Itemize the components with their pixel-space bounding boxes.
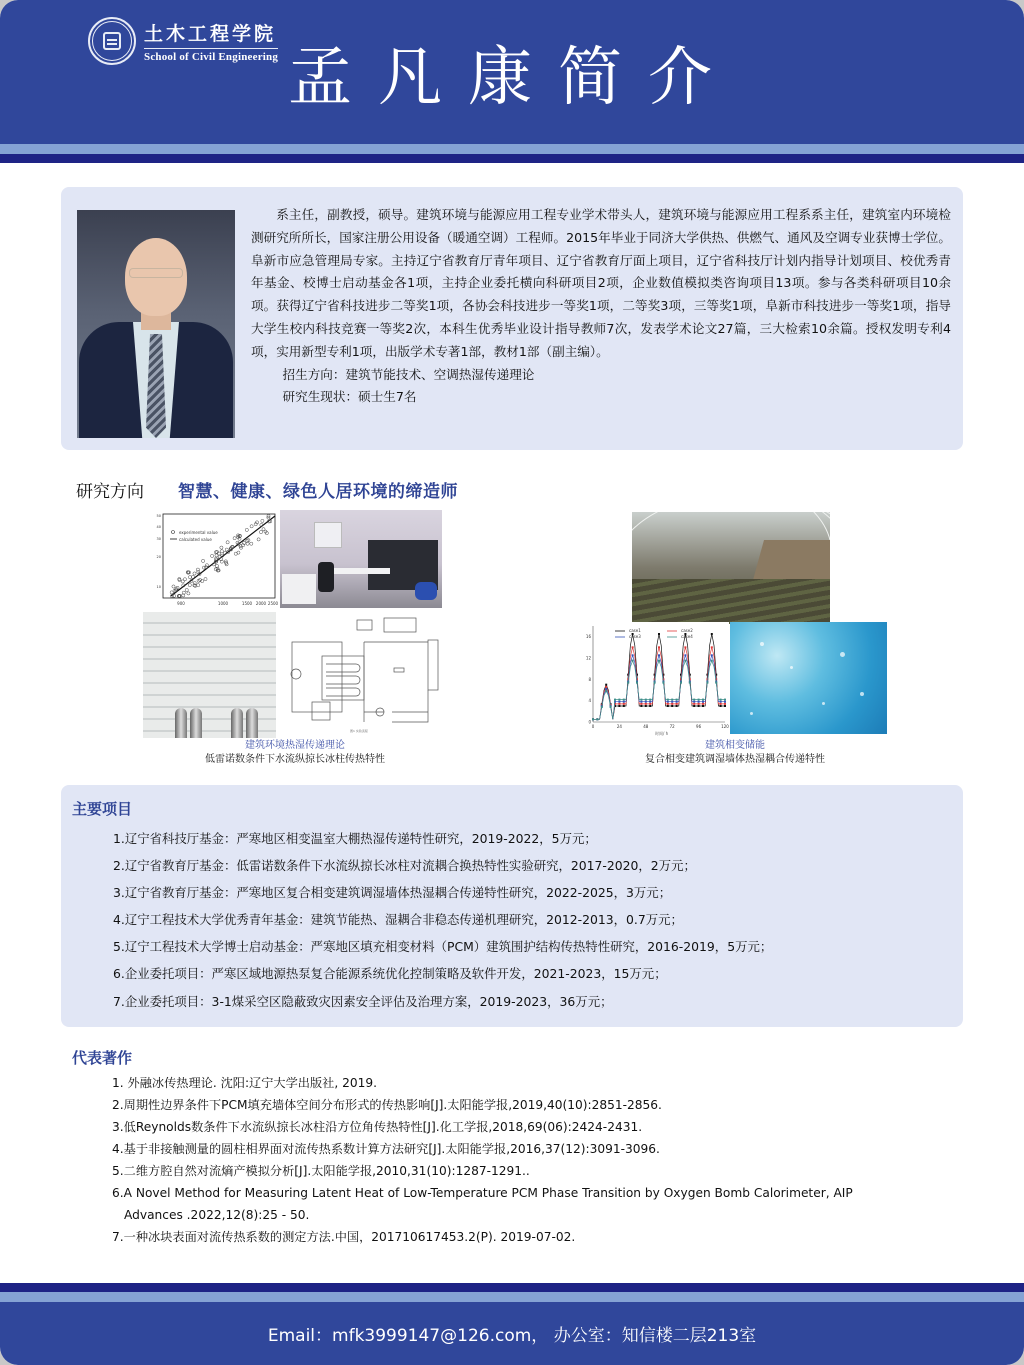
publications-list [112, 1072, 942, 1248]
legend-experimental: experimental value [179, 530, 218, 535]
temperature-line-chart [583, 622, 729, 738]
scatter-point [250, 525, 253, 528]
line-xtick: 24 [616, 724, 622, 729]
scatter-point [259, 531, 262, 534]
line-xtick: 0 [591, 724, 595, 729]
line-point [645, 705, 647, 707]
graduate-students: 研究生现状：硕士生7名 [282, 389, 417, 405]
line-point [698, 705, 700, 707]
line-point [711, 660, 713, 662]
line-ytick: 8 [588, 676, 591, 682]
line-legend-label: case2 [681, 628, 693, 633]
enrollment-direction: 招生方向：建筑节能技术、空调热湿传递理论 [282, 366, 535, 382]
line-point [693, 699, 695, 701]
line-point [640, 701, 642, 703]
project-item: 7.企业委托项目：3-1煤采空区隐蔽致灾因素安全评估及治理方案，2019-2023，36万元； [113, 993, 613, 1009]
projects-list [113, 825, 772, 1015]
line-point [640, 703, 642, 705]
logo-chinese-name: 土木工程学院 [144, 19, 278, 49]
publication-item: 2.周期性边界条件下PCM填充墙体空间分布形式的传热影响[J].太阳能学报,2019,40(10):2851-2856. [112, 1098, 662, 1112]
line-ytick: 12 [585, 655, 591, 661]
greenhouse-photo [632, 512, 830, 624]
line-ytick: 4 [588, 698, 591, 704]
header-band-light [0, 144, 1024, 154]
scatter-xtick: 2500 [267, 601, 279, 606]
line-point [724, 701, 726, 703]
line-point [676, 699, 678, 701]
line-point [618, 705, 620, 707]
publications-title: 代表著作 [72, 1049, 133, 1067]
line-series-3 [593, 655, 725, 719]
bio-text [251, 204, 951, 409]
line-point [684, 660, 686, 662]
line-point [711, 633, 713, 635]
scatter-point [233, 537, 236, 540]
line-point [724, 699, 726, 701]
line-point [667, 703, 669, 705]
bio-paragraph: 系主任，副教授，硕导。建筑环境与能源应用工程专业学术带头人，建筑环境与能源应用工程系系主任，建筑室内环境检测研究所所长，国家注册公用设备（暖通空调）工程师。2015年毕业于同济大学供热、供燃气、通风及空调专业获博士学位。阜新市应急管理局专家。主持辽宁省教育厅青年项目、辽宁省教育厅面上项目，辽宁省科技厅计划内指导计划项目、校优秀青年基金、校博士启动基金各1项，主持企业委托横向科研项目2项，企业数值模拟类咨询项目13项。参与各类科研项目10余项。获得辽宁省科技进步二等奖1项，各协会科技进步一等奖1项，二等奖3项，三等奖1项，阜新市科技进步一等奖1项，指导大学生校内科技竞赛一等奖2次，本科生优秀毕业设计指导教师7次，发表学术论文27篇，三大检索10余篇。授权发明专利4项，实用新型专利1项，出版学术专著1部，教材1部（副主编）。 [251, 207, 951, 359]
publication-item: 3.低Reynolds数条件下水流纵掠长冰柱沿方位角传热特性[J].化工学报,2018,69(06):2424-2431. [112, 1120, 643, 1134]
left-caption-subtitle: 低雷诺数条件下水流纵掠长冰柱传热特性 [205, 754, 385, 765]
line-xtick: 72 [669, 724, 675, 729]
project-item: 3.辽宁省教育厅基金：严寒地区复合相变建筑调湿墙体热湿耦合传递特性研究，2022-2025，3万元； [113, 885, 672, 901]
line-point [702, 699, 704, 701]
line-point [693, 703, 695, 705]
line-point [662, 682, 664, 684]
bio-card [61, 187, 963, 450]
school-seal-icon [88, 17, 136, 65]
line-point [632, 654, 634, 656]
line-point [632, 646, 634, 648]
line-point [706, 682, 708, 684]
scatter-point [211, 554, 214, 557]
line-point [676, 701, 678, 703]
line-point [671, 703, 673, 705]
line-point [658, 646, 660, 648]
left-figure-caption [143, 739, 447, 767]
research-label: 研究方向 [76, 482, 144, 502]
line-point [667, 705, 669, 707]
right-caption-title: 建筑相变储能 [705, 740, 765, 751]
line-point [702, 705, 704, 707]
line-point [632, 660, 634, 662]
line-point [592, 718, 594, 720]
line-xtick: 96 [696, 724, 702, 729]
line-point [649, 703, 651, 705]
line-point [658, 654, 660, 656]
scatter-point [245, 528, 248, 531]
line-point [627, 682, 629, 684]
scatter-point [202, 559, 205, 562]
line-point [623, 705, 625, 707]
projects-card [61, 785, 963, 1027]
pcm-water-photo [730, 622, 887, 734]
line-point [671, 701, 673, 703]
line-point [649, 701, 651, 703]
publication-item: 1. 外融冰传热理论. 沈阳:辽宁大学出版社, 2019. [112, 1076, 377, 1090]
line-point [605, 686, 607, 688]
projects-title: 主要项目 [72, 800, 133, 818]
publication-item: 6.A Novel Method for Measuring Latent Heat of Low-Temperature PCM Phase Transition by Oxygen Bomb Calorimeter, AIP Advances .2022,12(8):25 - 50. [112, 1186, 853, 1222]
project-item: 2.辽宁省教育厅基金：低雷诺数条件下水流纵掠长冰柱对流耦合换热特性实验研究，2017-2020，2万元； [113, 858, 696, 874]
scatter-point [262, 528, 265, 531]
scatter-point [220, 550, 223, 553]
line-point [623, 699, 625, 701]
line-series-2 [593, 647, 725, 719]
experiment-schematic [282, 612, 447, 736]
scatter-xtick: 900 [177, 601, 185, 606]
line-point [645, 701, 647, 703]
scatter-plot [143, 510, 279, 610]
line-point [623, 703, 625, 705]
line-chart [583, 622, 729, 738]
line-point [645, 703, 647, 705]
scatter-plot-figure [143, 510, 279, 610]
scatter-point [172, 594, 175, 597]
line-point [671, 699, 673, 701]
scatter-point [217, 552, 220, 555]
scatter-point [188, 584, 191, 587]
publication-item: 5.二维方腔自然对流熵产模拟分析[J].太阳能学报,2010,31(10):1287-1291.. [112, 1164, 530, 1178]
right-caption-subtitle: 复合相变建筑调湿墙体热湿耦合传递特性 [645, 754, 825, 765]
line-point [702, 703, 704, 705]
page-title: 孟凡康简介 [288, 41, 738, 115]
scatter-ytick: 40 [156, 525, 161, 529]
line-point [720, 701, 722, 703]
scatter-point [205, 564, 208, 567]
publication-item: 7.一种冰块表面对流传热系数的测定方法.中国，201710617453.2(P). 2019-07-02. [112, 1230, 576, 1244]
scatter-point [225, 548, 228, 551]
line-point [645, 699, 647, 701]
line-point [680, 682, 682, 684]
line-point [676, 703, 678, 705]
line-point [618, 701, 620, 703]
scatter-point [185, 588, 188, 591]
line-point [720, 703, 722, 705]
scatter-point [183, 578, 186, 581]
header-banner [0, 0, 1024, 162]
line-legend-label: case3 [629, 634, 641, 639]
line-point [720, 699, 722, 701]
line-point [698, 699, 700, 701]
line-point [640, 699, 642, 701]
line-point [610, 706, 612, 708]
scatter-point [172, 585, 175, 588]
project-item: 1.辽宁省科技厅基金：严寒地区相变温室大棚热湿传递特性研究，2019-2022，5万元； [113, 831, 597, 846]
school-logo [88, 17, 278, 65]
line-xtick: 48 [643, 724, 649, 729]
logo-english-name: School of Civil Engineering [144, 51, 279, 63]
contact-info: Email：mfk3999147@126.com， 办公室：知信楼二层213室 [267, 1326, 757, 1346]
scatter-point [220, 546, 223, 549]
line-point [614, 699, 616, 701]
scatter-xtick: 1000 [217, 601, 229, 606]
header-band-dark [0, 154, 1024, 163]
scatter-point [187, 592, 190, 595]
scatter-point [197, 584, 200, 587]
line-point [711, 654, 713, 656]
line-legend-label: case4 [681, 634, 693, 639]
line-point [605, 684, 607, 686]
line-point [676, 705, 678, 707]
scatter-xtick: 2000 [255, 601, 267, 606]
research-slogan: 智慧、健康、绿色人居环境的缔造师 [178, 482, 458, 502]
line-point [724, 703, 726, 705]
scatter-ytick: 50 [156, 514, 161, 518]
line-xlabel: 时间/ h [655, 731, 669, 736]
ice-column-photo [143, 612, 276, 738]
footer-band-dark [0, 1283, 1024, 1292]
scatter-point [250, 542, 253, 545]
line-point [693, 701, 695, 703]
line-point [601, 706, 603, 708]
line-xtick: 120 [721, 724, 729, 729]
portrait-photo [77, 210, 235, 438]
scatter-ytick: 20 [156, 555, 161, 559]
scatter-point [226, 541, 229, 544]
line-point [649, 705, 651, 707]
line-point [658, 633, 660, 635]
line-point [623, 701, 625, 703]
publication-item: 4.基于非接触测量的圆柱相界面对流传热系数计算方法研究[J].太阳能学报,2016,37(12):3091-3096. [112, 1142, 660, 1156]
line-ytick: 16 [585, 634, 591, 640]
line-point [658, 660, 660, 662]
scatter-ytick: 30 [156, 537, 161, 541]
svg-text:图1 实验流程: 图1 实验流程 [350, 729, 368, 733]
calculated-value-line [171, 516, 275, 596]
line-point [654, 682, 656, 684]
scatter-xtick: 1500 [241, 601, 253, 606]
right-figure-caption [583, 739, 887, 767]
line-point [684, 646, 686, 648]
scatter-ytick: 10 [156, 585, 161, 589]
footer-banner [0, 1283, 1024, 1365]
line-point [640, 705, 642, 707]
line-point [649, 699, 651, 701]
line-point [720, 705, 722, 707]
scatter-point [204, 578, 207, 581]
line-legend-label: case1 [629, 628, 641, 633]
left-caption-title: 建筑环境热湿传递理论 [245, 740, 345, 751]
line-point [605, 688, 607, 690]
line-point [715, 682, 717, 684]
line-point [618, 699, 620, 701]
research-heading [76, 477, 458, 502]
line-point [605, 690, 607, 692]
line-point [667, 701, 669, 703]
footer-band-light [0, 1292, 1024, 1302]
line-point [689, 682, 691, 684]
line-point [667, 699, 669, 701]
line-point [596, 718, 598, 720]
line-point [698, 701, 700, 703]
line-point [724, 705, 726, 707]
scatter-point [261, 519, 264, 522]
scatter-point [257, 538, 260, 541]
line-point [698, 703, 700, 705]
lab-photo [280, 510, 442, 608]
line-point [693, 705, 695, 707]
line-point [711, 646, 713, 648]
legend-calculated: calculated value [179, 537, 212, 542]
scatter-point [193, 572, 196, 575]
line-ytick: 0 [588, 719, 591, 725]
project-item: 4.辽宁工程技术大学优秀青年基金：建筑节能热、湿耦合非稳态传递机理研究，2012-2013，0.7万元； [113, 912, 683, 928]
project-item: 5.辽宁工程技术大学博士启动基金：严寒地区填充相变材料（PCM）建筑围护结构传热特性研究，2016-2019，5万元； [113, 939, 773, 955]
line-point [636, 682, 638, 684]
line-point [618, 703, 620, 705]
line-point [671, 705, 673, 707]
line-point [702, 701, 704, 703]
project-item: 6.企业委托项目：严寒区域地源热泵复合能源系统优化控制策略及软件开发，2021-2023，15万元； [113, 966, 667, 982]
line-series-4 [593, 661, 725, 720]
line-point [684, 654, 686, 656]
legend-marker-experimental [172, 531, 175, 534]
